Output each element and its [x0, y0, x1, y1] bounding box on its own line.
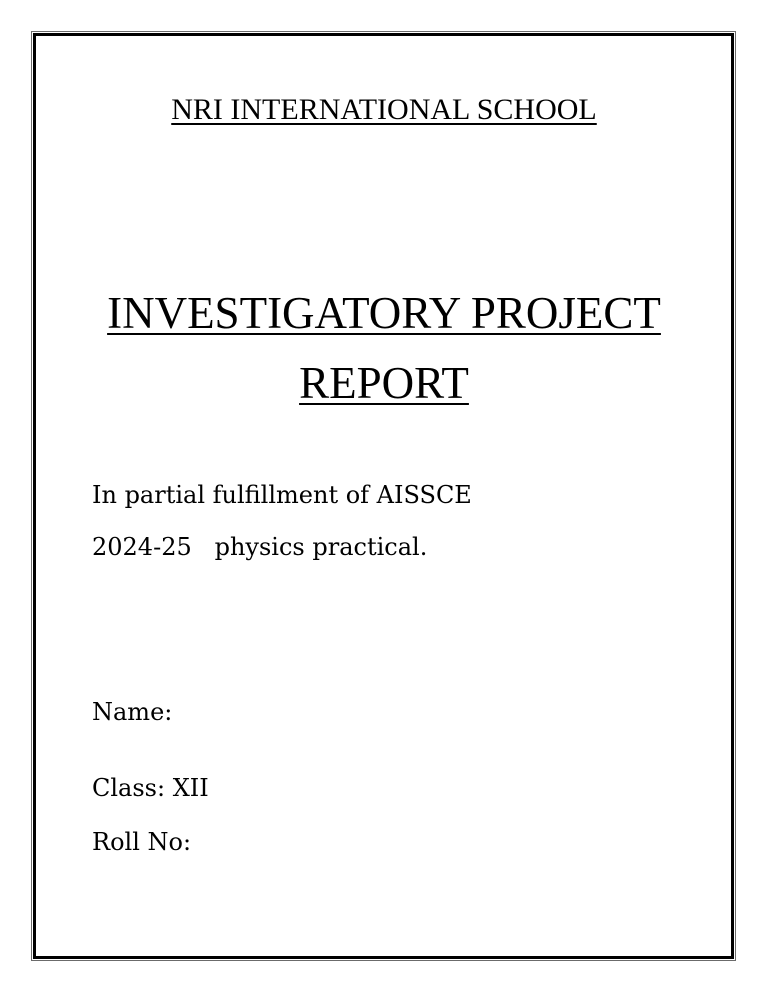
class-label: Class: XII [92, 774, 209, 802]
subtitle-line-2: 2024-25 physics practical. [92, 533, 428, 561]
report-title [0, 278, 768, 418]
title-line-1: INVESTIGATORY PROJECT [107, 288, 661, 338]
roll-number-label: Roll No: [92, 828, 192, 856]
name-label: Name: [92, 698, 173, 726]
school-name-text: NRI INTERNATIONAL SCHOOL [171, 93, 597, 126]
title-line-2: REPORT [299, 358, 469, 408]
school-name-heading [0, 90, 768, 130]
subtitle-line-1: In partial fulfillment of AISSCE [92, 481, 472, 509]
